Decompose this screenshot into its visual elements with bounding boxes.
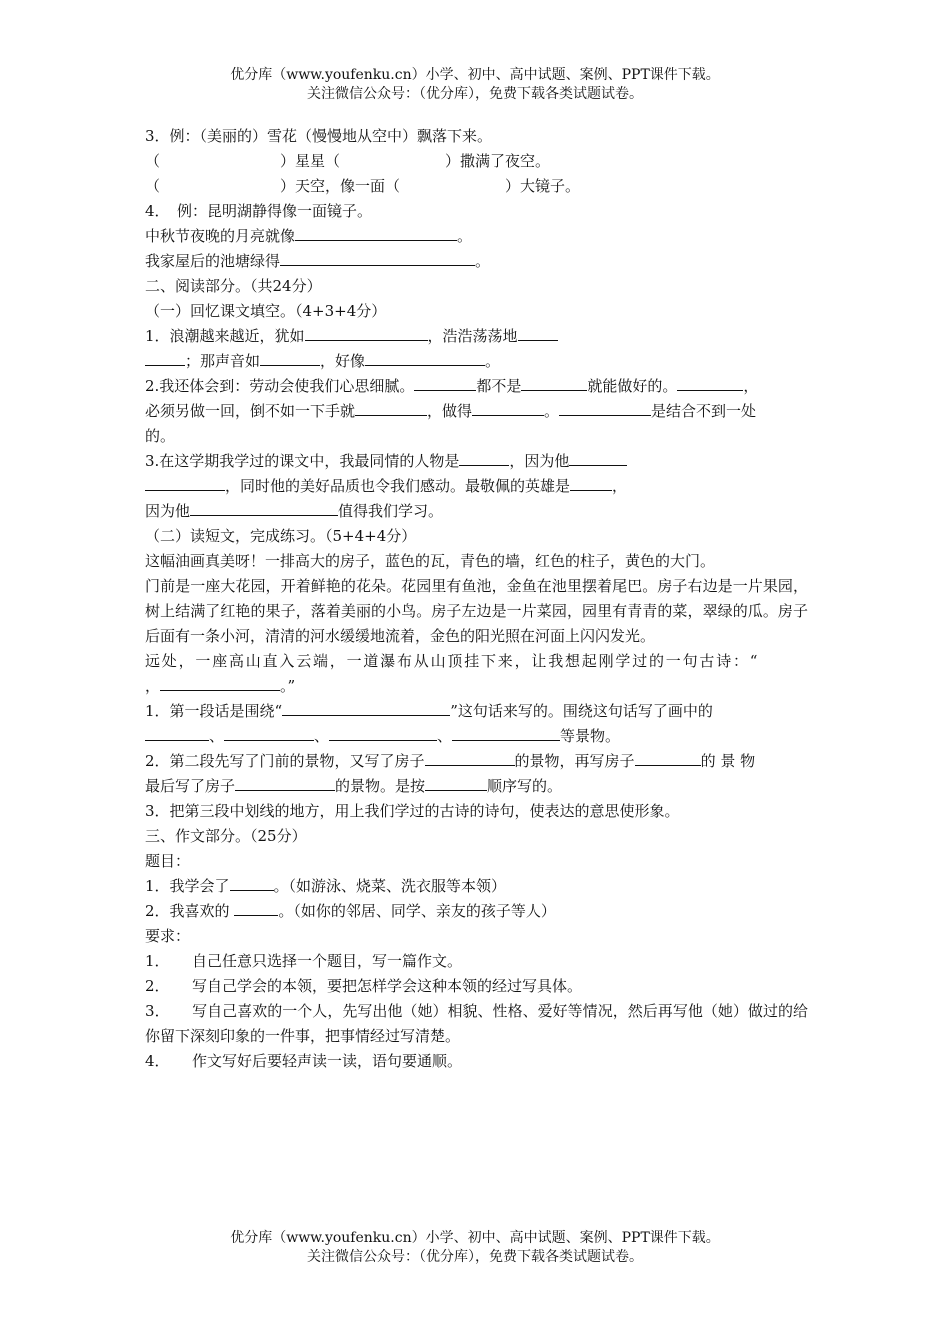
part2-title: （二）读短文，完成练习。（5+4+4分） [145, 527, 417, 545]
footer-line-1: 优分库（www.youfenku.cn）小学、初中、高中试题、案例、PPT课件下载。 [230, 1230, 720, 1246]
p1-line-2 [145, 349, 808, 374]
p2-line-3: 的。 [145, 427, 176, 445]
answer-blank[interactable] [190, 500, 338, 516]
text: 、 [209, 727, 225, 745]
text: （ [145, 152, 161, 170]
text: 顺序写的。 [487, 777, 563, 795]
answer-blank[interactable] [230, 875, 274, 891]
ex2-line-1 [145, 749, 808, 774]
requirements-label: 要求： [145, 927, 191, 945]
text: 1．浪潮越来越近，犹如 [145, 327, 305, 345]
text: 值得我们学习。 [338, 502, 444, 520]
text: ）天空，像一面（ [280, 177, 401, 195]
q3-row-1 [145, 149, 808, 174]
text: ， [145, 677, 161, 695]
p3-line-1 [145, 449, 808, 474]
text: ）星星（ [280, 152, 341, 170]
answer-blank[interactable] [305, 325, 428, 341]
text: 2．我喜欢的 [145, 902, 235, 920]
text: 3.在这学期我学过的课文中，我最同情的人物是 [145, 452, 460, 470]
q4-line-1 [145, 224, 808, 249]
text: 。” [280, 677, 296, 695]
text: ，好像 [320, 352, 366, 370]
text: 必须另做一回，倒不如一下手就 [145, 402, 356, 420]
answer-blank[interactable] [145, 725, 209, 741]
header-line-2: 关注微信公众号：（优分库），免费下载各类试题试卷。 [307, 86, 643, 102]
text: 。 [544, 402, 560, 420]
text: 最后写了房子 [145, 777, 236, 795]
text: ）大镜子。 [505, 177, 581, 195]
text: （ [145, 177, 161, 195]
text: ”这句话来写的。围绕这句话写了画中的 [450, 702, 713, 720]
text: 的景物，再写房子 [514, 752, 635, 770]
q4-line-2 [145, 249, 808, 274]
answer-blank[interactable] [282, 700, 450, 716]
text: 是结合不到一处 [651, 402, 757, 420]
passage-poem-blanks [145, 674, 808, 699]
answer-blank[interactable] [365, 350, 485, 366]
text: ，因为他 [509, 452, 570, 470]
answer-blank[interactable] [559, 400, 651, 416]
requirement-2: 2． 写自己学会的本领，要把怎样学会这种本领的经过写具体。 [145, 977, 583, 995]
q3-row-2 [145, 174, 808, 199]
text: 的 景 物 [700, 752, 756, 770]
q4-example: 4． 例：昆明湖静得像一面镜子。 [145, 202, 373, 220]
part1-title: （一）回忆课文填空。（4+3+4分） [145, 302, 387, 320]
answer-blank[interactable] [472, 400, 544, 416]
ex1-line-2 [145, 724, 808, 749]
answer-blank[interactable] [518, 325, 558, 341]
p2-line-1 [145, 374, 808, 399]
answer-blank[interactable] [329, 725, 437, 741]
text: 。 [475, 252, 491, 270]
answer-blank[interactable] [414, 375, 476, 391]
text: 的景物。是按 [335, 777, 426, 795]
answer-blank[interactable] [145, 350, 185, 366]
answer-blank[interactable] [235, 775, 335, 791]
p2-line-2 [145, 399, 808, 424]
p1-line-1 [145, 324, 808, 349]
text: 。（如游泳、烧菜、洗衣服等本领） [273, 877, 507, 895]
text: 我家屋后的池塘绿得 [145, 252, 281, 270]
answer-blank[interactable] [160, 675, 280, 691]
ex2-line-2 [145, 774, 808, 799]
text: ，同时他的美好品质也令我们感动。最敬佩的英雄是 [225, 477, 571, 495]
answer-blank[interactable] [677, 375, 743, 391]
section2-title: 二、阅读部分。（共24分） [145, 277, 322, 295]
topic-label: 题目： [145, 852, 191, 870]
text: 等景物。 [560, 727, 621, 745]
exam-content [145, 124, 808, 1074]
text: 2．第二段先写了门前的景物，又写了房子 [145, 752, 425, 770]
text: ，做得 [427, 402, 473, 420]
requirement-1: 1． 自己任意只选择一个题目，写一篇作文。 [145, 952, 463, 970]
text: 因为他 [145, 502, 191, 520]
text: 1．我学会了 [145, 877, 230, 895]
answer-blank[interactable] [459, 450, 509, 466]
answer-blank[interactable] [280, 250, 475, 266]
answer-blank[interactable] [425, 775, 487, 791]
answer-blank[interactable] [425, 750, 515, 766]
answer-blank[interactable] [145, 475, 225, 491]
page-header [0, 66, 950, 104]
answer-blank[interactable] [569, 450, 627, 466]
text: ， [612, 477, 628, 495]
text: 就能做好的。 [587, 377, 678, 395]
topic-2 [145, 899, 808, 924]
q3-example: 3．例：（美丽的）雪花（慢慢地从空中）飘落下来。 [145, 127, 493, 145]
p3-line-3 [145, 499, 808, 524]
topic-1 [145, 874, 808, 899]
answer-blank[interactable] [234, 900, 278, 916]
text: ）撒满了夜空。 [445, 152, 551, 170]
text: 1．第一段话是围绕“ [145, 702, 283, 720]
answer-blank[interactable] [521, 375, 587, 391]
header-line-1: 优分库（www.youfenku.cn）小学、初中、高中试题、案例、PPT课件下载。 [230, 67, 720, 83]
text: 。（如你的邻居、同学、亲友的孩子等人） [278, 902, 556, 920]
text: 、 [437, 727, 453, 745]
answer-blank[interactable] [260, 350, 320, 366]
text: ， [743, 377, 759, 395]
text: 。 [457, 227, 473, 245]
text: 中秋节夜晚的月亮就像 [145, 227, 296, 245]
answer-blank[interactable] [355, 400, 427, 416]
answer-blank[interactable] [295, 225, 457, 241]
answer-blank[interactable] [224, 725, 314, 741]
text: 、 [314, 727, 330, 745]
section3-title: 三、作文部分。（25分） [145, 827, 307, 845]
requirement-3: 3． 写自己喜欢的一个人，先写出他（她）相貌、性格、爱好等情况，然后再写他（她）做过的给你留下深刻印象的一件事，把事情经过写清楚。 [145, 1002, 808, 1045]
text: 都不是 [476, 377, 522, 395]
text: ；那声音如 [185, 352, 261, 370]
footer-line-2: 关注微信公众号：（优分库），免费下载各类试题试卷。 [307, 1249, 643, 1265]
passage-paragraph-3: 远处，一座高山直入云端，一道瀑布从山顶挂下来，让我想起刚学过的一句古诗：“ [145, 652, 760, 670]
page-footer [0, 1229, 950, 1267]
answer-blank[interactable] [570, 475, 612, 491]
answer-blank[interactable] [452, 725, 560, 741]
ex3-line: 3．把第三段中划线的地方，用上我们学过的古诗的诗句，使表达的意思使形象。 [145, 802, 680, 820]
ex1-line-1 [145, 699, 808, 724]
requirement-4: 4． 作文写好后要轻声读一读，语句要通顺。 [145, 1052, 463, 1070]
p3-line-2 [145, 474, 808, 499]
text: 。 [485, 352, 501, 370]
answer-blank[interactable] [635, 750, 701, 766]
text: ，浩浩荡荡地 [427, 327, 518, 345]
passage-paragraph-1: 这幅油画真美呀！一排高大的房子，蓝色的瓦，青色的墙，红色的柱子，黄色的大门。 [145, 552, 716, 570]
text: 2.我还体会到：劳动会使我们心思细腻。 [145, 377, 415, 395]
passage-paragraph-2: 门前是一座大花园，开着鲜艳的花朵。花园里有鱼池，金鱼在池里摆着尾巴。房子右边是一片果园，树上结满了红艳的果子，落着美丽的小鸟。房子左边是一片菜园，园里有青青的菜，翠绿的瓜。房子后面有一条小河，清清的河水缓缓地流着，金色的阳光照在河面上闪闪发光。 [145, 577, 808, 645]
